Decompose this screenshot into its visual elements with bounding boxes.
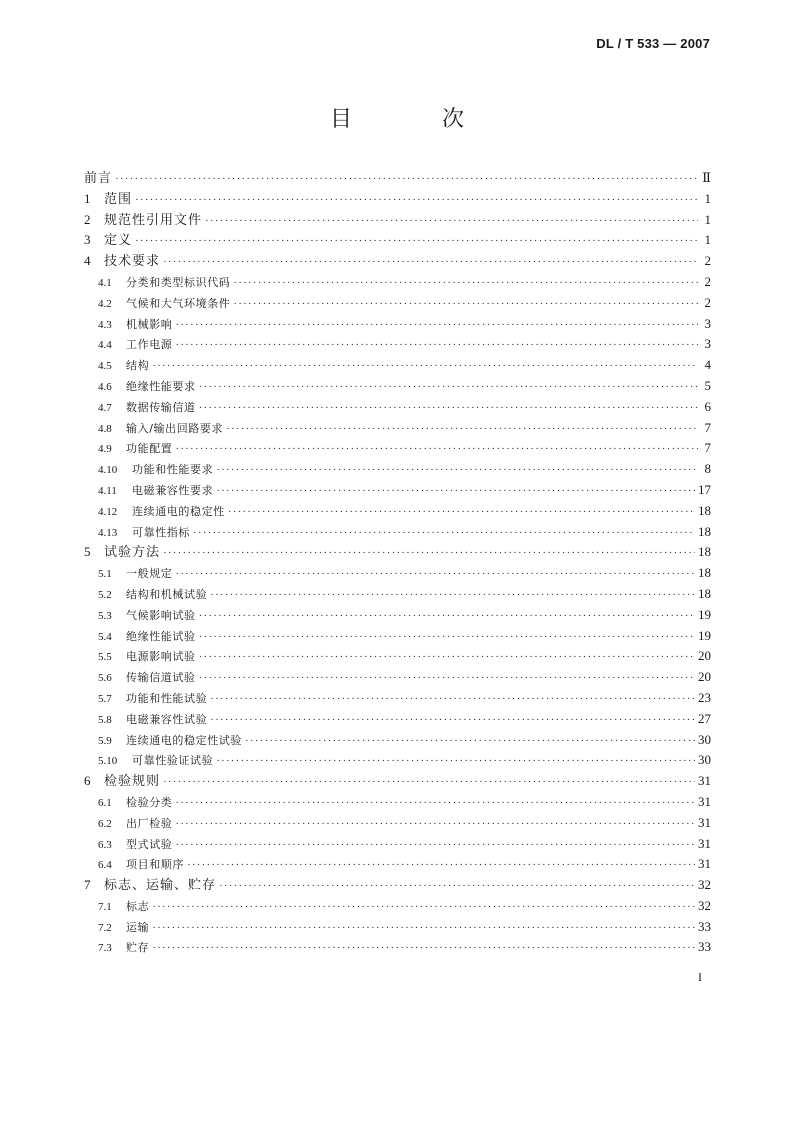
toc-entry-page: 30 [698,752,711,768]
dot-leader [245,731,695,752]
toc-entry-page: 1 [704,211,711,227]
toc-entry[interactable] [84,397,711,418]
dot-leader [175,315,698,336]
toc-entry-page: 31 [698,793,711,809]
toc-entry-number: 4.8 [98,422,112,435]
table-of-contents [84,168,711,958]
toc-entry[interactable] [84,189,711,210]
dot-leader [199,668,695,689]
toc-entry-page: 8 [704,461,711,477]
toc-entry-page: 2 [704,273,711,289]
toc-entry[interactable] [84,314,711,335]
dot-leader [210,710,695,731]
toc-entry[interactable] [84,501,711,522]
toc-entry-page: 33 [698,918,711,934]
dot-leader [175,564,695,585]
toc-entry-number: 4.11 [98,484,117,497]
toc-entry-number: 4.1 [98,276,112,289]
toc-entry-title: 电磁兼容性要求 [132,483,214,497]
toc-entry-title: 前言 [84,171,113,186]
toc-entry-page: 3 [704,315,711,331]
toc-entry-page: 31 [698,773,711,789]
dot-leader [163,252,698,273]
toc-entry-title: 绝缘性能要求 [126,379,196,393]
toc-entry-page: 30 [698,731,711,747]
toc-entry-page: 18 [698,585,711,601]
standard-code: DL / T 533 — 2007 [596,36,710,51]
toc-entry-page: 17 [698,481,711,497]
toc-entry[interactable] [84,792,711,813]
toc-entry-number: 7 [84,877,91,893]
toc-entry[interactable] [84,563,711,584]
toc-entry[interactable] [84,854,711,875]
toc-entry-title: 出厂检验 [126,816,173,830]
toc-entry-page: 3 [704,336,711,352]
dot-leader [135,231,698,252]
toc-entry-number: 5.9 [98,734,112,747]
toc-entry-title: 试验方法 [104,545,161,561]
toc-entry-title: 连续通电的稳定性试验 [126,733,242,747]
toc-entry[interactable] [84,771,711,792]
dot-leader [152,938,695,959]
toc-entry-number: 5.7 [98,692,112,705]
toc-entry[interactable] [84,293,711,314]
toc-entry-page: 18 [698,565,711,581]
toc-entry[interactable] [84,210,711,231]
toc-entry[interactable] [84,376,711,397]
toc-entry[interactable] [84,834,711,855]
toc-entry-title: 一般规定 [126,567,173,581]
dot-leader [210,585,695,606]
toc-entry[interactable] [84,937,711,958]
toc-entry-page: 6 [704,398,711,414]
toc-entry-title: 电源影响试验 [126,650,196,664]
toc-entry-number: 5.8 [98,713,112,726]
toc-entry[interactable] [84,896,711,917]
toc-entry-number: 4.6 [98,380,112,393]
toc-entry-number: 3 [84,232,91,248]
toc-entry-number: 7.2 [98,921,112,934]
toc-entry-title: 可靠性指标 [132,525,190,539]
dot-leader [199,627,695,648]
dot-leader [175,814,695,835]
dot-leader [199,377,698,398]
toc-entry-title: 型式试验 [126,837,173,851]
toc-entry-page: 32 [698,877,711,893]
toc-entry-title: 结构 [126,359,150,373]
dot-leader [210,689,695,710]
toc-entry-number: 1 [84,190,91,206]
toc-entry-page: Ⅱ [702,170,711,185]
dot-leader [216,460,698,481]
dot-leader [152,918,695,939]
toc-entry-number: 4 [84,253,91,269]
toc-entry-title: 可靠性验证试验 [132,754,214,768]
toc-entry-title: 范围 [104,191,133,207]
toc-entry-number: 5.1 [98,568,112,581]
dot-leader [152,897,695,918]
toc-entry[interactable] [84,875,711,896]
toc-entry-title: 工作电源 [126,338,173,352]
toc-entry-number: 4.3 [98,318,112,331]
toc-entry-page: 31 [698,835,711,851]
toc-entry-number: 6 [84,773,91,789]
toc-entry-page: 31 [698,856,711,872]
dot-leader [193,523,695,544]
toc-entry-page: 7 [704,419,711,435]
toc-entry-title: 数据传输信道 [126,400,196,414]
toc-entry[interactable] [84,522,711,543]
toc-entry[interactable] [84,813,711,834]
toc-entry[interactable] [84,168,711,189]
toc-entry[interactable] [84,272,711,293]
toc-entry[interactable] [84,542,711,563]
dot-leader [152,356,698,377]
toc-entry-number: 6.3 [98,838,112,851]
toc-entry-number: 5 [84,544,91,560]
toc-entry-number: 4.4 [98,339,112,352]
toc-entry-page: 33 [698,939,711,955]
toc-entry[interactable] [84,667,711,688]
toc-entry[interactable] [84,584,711,605]
dot-leader [175,335,698,356]
toc-entry-title: 功能配置 [126,442,173,456]
dot-leader [216,481,695,502]
toc-entry-title: 电磁兼容性试验 [126,712,208,726]
toc-entry[interactable] [84,750,711,771]
toc-entry-title: 功能和性能试验 [126,691,208,705]
toc-entry[interactable] [84,917,711,938]
toc-entry-page: 20 [698,648,711,664]
toc-entry-title: 检验规则 [104,774,161,790]
dot-leader [233,294,698,315]
toc-entry[interactable] [84,605,711,626]
toc-entry-number: 5.4 [98,630,112,643]
dot-leader [175,835,695,856]
toc-entry-title: 技术要求 [104,254,161,270]
toc-entry-page: 20 [698,669,711,685]
toc-entry-title: 定义 [104,233,133,249]
toc-entry-number: 6.2 [98,817,112,830]
dot-leader [219,876,695,897]
toc-entry-number: 2 [84,211,91,227]
dot-leader [163,543,695,564]
toc-entry-page: 4 [704,357,711,373]
toc-entry-page: 1 [704,190,711,206]
toc-entry-page: 27 [698,710,711,726]
toc-entry-title: 贮存 [126,941,150,955]
toc-entry-number: 6.1 [98,796,112,809]
toc-entry[interactable] [84,438,711,459]
toc-entry-page: 32 [698,897,711,913]
dot-leader [175,439,698,460]
dot-leader [175,793,695,814]
dot-leader [199,398,698,419]
toc-entry-number: 5.2 [98,588,112,601]
dot-leader [163,772,695,793]
toc-entry-page: 18 [698,523,711,539]
toc-entry-number: 4.5 [98,360,112,373]
toc-entry[interactable] [84,355,711,376]
toc-entry-page: 2 [704,253,711,269]
dot-leader [199,606,695,627]
toc-entry-page: 19 [698,627,711,643]
toc-entry-title: 标志 [126,899,150,913]
toc-entry-page: 18 [698,502,711,518]
page-number: I [698,970,702,984]
toc-entry-title: 输入/输出回路要求 [126,421,224,435]
toc-entry[interactable] [84,230,711,251]
toc-entry-title: 运输 [126,920,150,934]
dot-leader [135,190,698,211]
toc-entry-number: 5.10 [98,755,118,768]
dot-leader [228,502,695,523]
toc-entry[interactable] [84,334,711,355]
toc-entry-number: 5.5 [98,651,112,664]
toc-entry-page: 31 [698,814,711,830]
toc-entry-number: 4.13 [98,526,118,539]
toc-entry-page: 19 [698,606,711,622]
toc-entry-number: 4.12 [98,505,118,518]
toc-entry-number: 4.9 [98,443,112,456]
dot-leader [216,751,695,772]
toc-entry[interactable] [84,730,711,751]
toc-entry[interactable] [84,251,711,272]
toc-entry[interactable] [84,709,711,730]
toc-entry-page: 23 [698,689,711,705]
toc-entry-number: 4.7 [98,401,112,414]
dot-leader [233,273,698,294]
toc-entry-title: 气候影响试验 [126,608,196,622]
toc-entry-number: 5.6 [98,672,112,685]
toc-entry-title: 连续通电的稳定性 [132,504,225,518]
toc-entry[interactable] [84,480,711,501]
toc-entry-title: 机械影响 [126,317,173,331]
toc-entry-number: 6.4 [98,859,112,872]
dot-leader [226,419,698,440]
toc-entry-number: 4.10 [98,464,118,477]
dot-leader [187,855,695,876]
toc-entry-title: 传输信道试验 [126,671,196,685]
toc-entry-title: 绝缘性能试验 [126,629,196,643]
toc-entry-number: 4.2 [98,297,112,310]
toc-entry-title: 规范性引用文件 [104,212,203,228]
toc-entry-title: 项目和顺序 [126,858,184,872]
toc-entry-page: 18 [698,544,711,560]
toc-entry-number: 7.1 [98,900,112,913]
dot-leader [205,211,698,232]
toc-entry[interactable] [84,418,711,439]
toc-entry-page: 7 [704,440,711,456]
toc-entry-page: 5 [704,377,711,393]
toc-entry-title: 检验分类 [126,795,173,809]
toc-entry-title: 功能和性能要求 [132,463,214,477]
toc-entry-title: 结构和机械试验 [126,587,208,601]
dot-leader [115,169,698,190]
dot-leader [199,647,695,668]
toc-entry[interactable] [84,646,711,667]
toc-entry-title: 气候和大气环境条件 [126,296,231,310]
page-title: 目 次 [329,107,498,132]
toc-entry-title: 分类和类型标识代码 [126,275,231,289]
toc-entry[interactable] [84,626,711,647]
toc-entry-page: 1 [704,232,711,248]
toc-entry[interactable] [84,459,711,480]
toc-entry-page: 2 [704,294,711,310]
toc-entry-number: 7.3 [98,942,112,955]
toc-entry-number: 5.3 [98,609,112,622]
toc-entry-title: 标志、运输、贮存 [104,878,217,894]
toc-entry[interactable] [84,688,711,709]
